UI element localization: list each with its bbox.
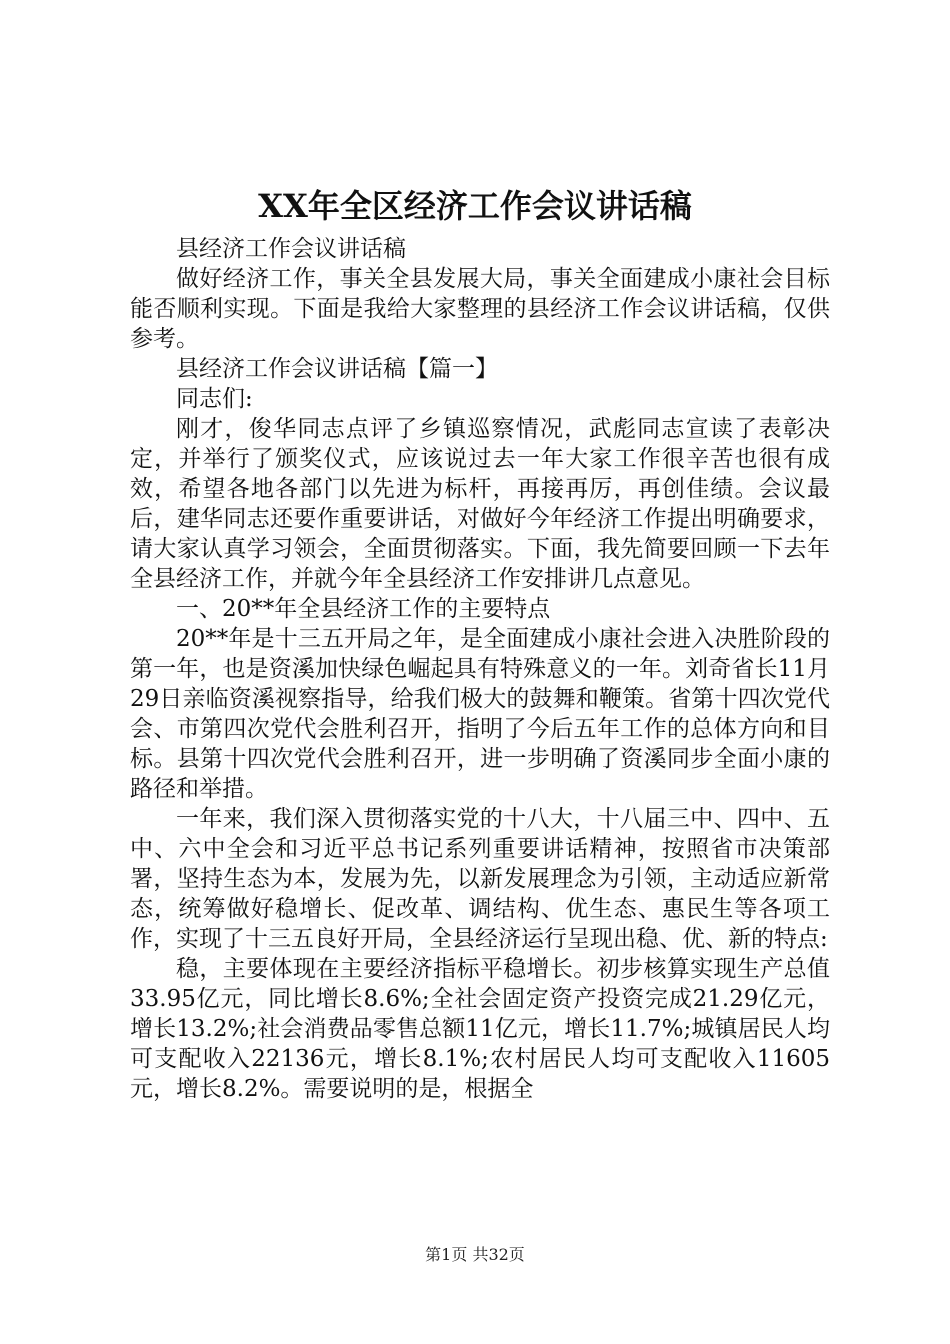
paragraph-stability: 稳，主要体现在主要经济指标平稳增长。初步核算实现生产总值33.95亿元，同比增长8.6%;全社会固定资产投资完成21.29亿元，增长13.2%;社会消费品零售总额11亿元，增长11.7%;城镇居民人均可支配收入22136元，增长8.1%;农村居民人均可支配收入11605元，增长8.2%。需要说明的是，根据全 — [130, 956, 830, 1102]
paragraph-section-heading: 县经济工作会议讲话稿【篇一】 — [176, 356, 498, 382]
page-footer: 第1页 共32页 — [425, 1245, 525, 1264]
paragraph-opening: 刚才，俊华同志点评了乡镇巡察情况，武彪同志宣读了表彰决定，并举行了颁奖仪式，应该说过去一年大家工作很辛苦也很有成效，希望各地各部门以先进为标杆，再接再厉，再创佳绩。会议最后，建华同志还要作重要讲话，对做好今年经济工作提出明确要求，请大家认真学习领会，全面贯彻落实。下面，我先简要回顾一下去年全县经济工作，并就今年全县经济工作安排讲几点意见。 — [130, 416, 830, 592]
paragraph-achievements: 一年来，我们深入贯彻落实党的十八大，十八届三中、四中、五中、六中全会和习近平总书记系列重要讲话精神，按照省市决策部署，坚持生态为本，发展为先，以新发展理念为引领，主动适应新常态，统筹做好稳增长、促改革、调结构、优生态、惠民生等各项工作，实现了十三五良好开局，全县经济运行呈现出稳、优、新的特点: — [130, 806, 830, 952]
paragraph-year-review: 20**年是十三五开局之年，是全面建成小康社会进入决胜阶段的第一年，也是资溪加快绿色崛起具有特殊意义的一年。刘奇省长11月29日亲临资溪视察指导，给我们极大的鼓舞和鞭策。省第十四次党代会、市第四次党代会胜利召开，指明了今后五年工作的总体方向和目标。县第十四次党代会胜利召开，进一步明确了资溪同步全面小康的路径和举措。 — [130, 626, 830, 802]
document-body — [130, 234, 830, 1104]
paragraph-intro: 做好经济工作，事关全县发展大局，事关全面建成小康社会目标能否顺利实现。下面是我给大家整理的县经济工作会议讲话稿，仅供参考。 — [130, 266, 830, 352]
paragraph-salutation: 同志们: — [176, 386, 253, 412]
paragraph-subtitle: 县经济工作会议讲话稿 — [176, 236, 406, 262]
paragraph-heading-one: 一、20**年全县经济工作的主要特点 — [176, 596, 551, 622]
document-title: XX年全区经济工作会议讲话稿 — [258, 187, 692, 225]
